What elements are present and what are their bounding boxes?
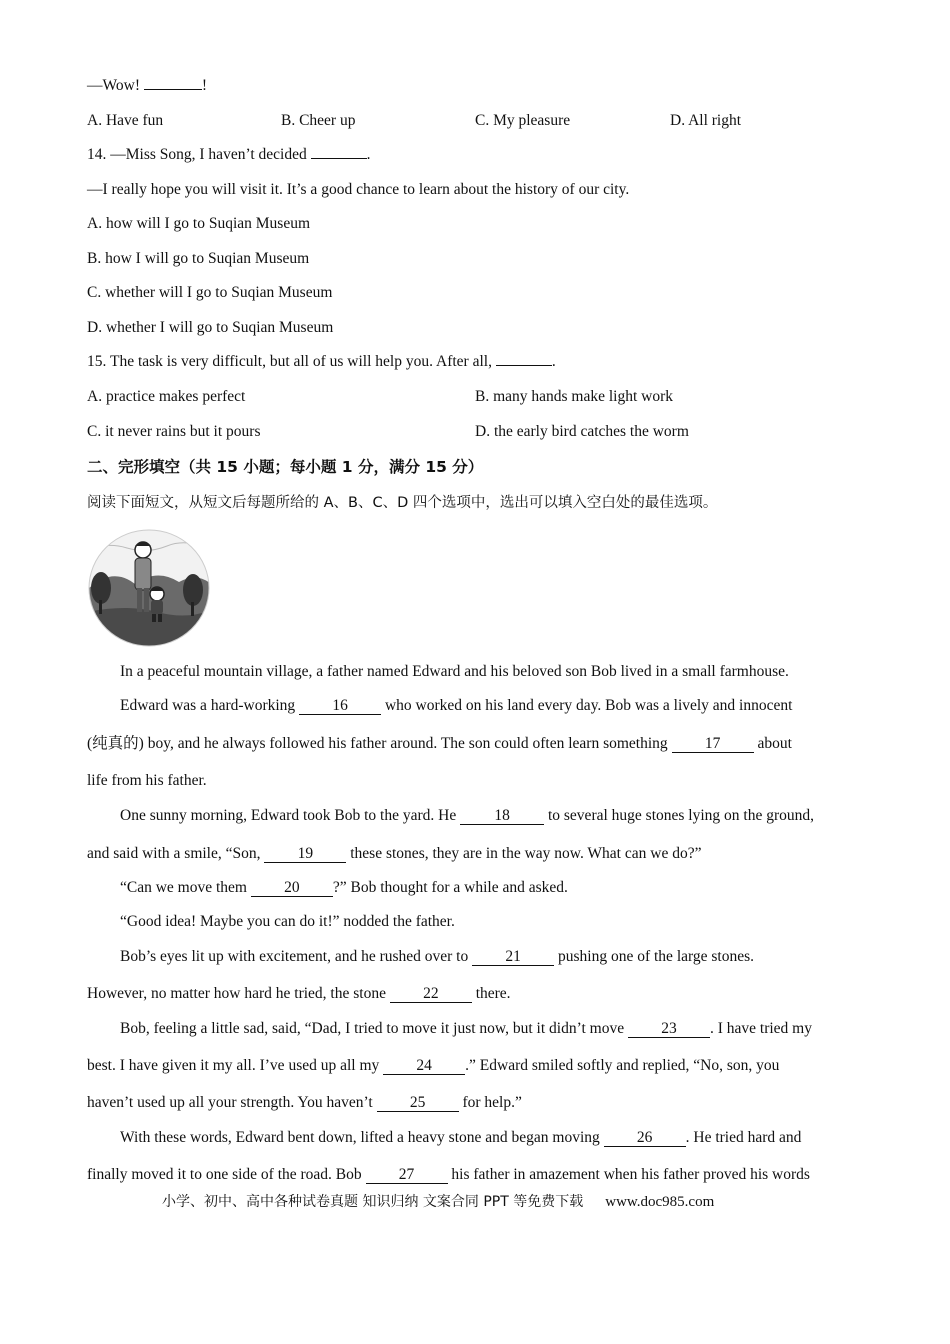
passage-text: and said with a smile, “Son, [87,845,265,862]
footer-url[interactable]: www.doc985.com [605,1194,715,1210]
passage-text: who worked on his land every day. Bob was a lively and innocent [381,697,793,714]
q14-option-c: C. whether will I go to Suqian Museum [87,284,333,301]
passage-line [120,696,792,716]
passage-text: With these words, Edward bent down, lifted a heavy stone and began moving [120,1129,604,1146]
passage-text: Bob’s eyes lit up with excitement, and he rushed over to [120,948,473,965]
passage-line [87,1165,810,1185]
answer-blank [311,158,367,159]
passage-text: (纯真的) boy, and he always followed his father around. The son could often learn something [87,735,672,752]
passage-line [87,844,701,864]
blank-23: 23 [628,1020,710,1038]
q15-option-b: B. many hands make light work [475,388,674,405]
q15-stem-suffix: . [551,353,556,370]
passage-text: ?” Bob thought for a while and asked. [332,879,568,896]
passage-line [87,734,792,754]
passage-line [120,947,754,967]
q14-stem-text: 14. —Miss Song, I haven’t decided [87,146,311,163]
passage-text: . I have tried my [709,1020,812,1037]
q15-stem-text: 15. The task is very difficult, but all of us will help you. After all, [87,353,496,370]
passage-text: best. I have given it my all. I’ve used up all my [87,1057,384,1074]
q13-option-d: D. All right [670,112,742,129]
q15-option-c: C. it never rains but it pours [87,423,261,440]
passage-line: “Good idea! Maybe you can do it!” nodded the father. [120,913,455,930]
passage-line [87,1056,779,1076]
q15-stem [87,352,556,372]
footer-text: 小学、初中、高中各种试卷真题 知识归纳 文案合同 PPT 等免费下载 [162,1194,584,1210]
blank-18: 18 [460,807,544,825]
passage-text: finally moved it to one side of the road. Bob [87,1166,366,1183]
q14-stem-suffix: . [366,146,371,163]
illustration-image [87,528,211,648]
q14-option-b: B. how I will go to Suqian Museum [87,250,310,267]
passage-line [120,1128,801,1148]
blank-22: 22 [390,985,472,1003]
q13-option-b: B. Cheer up [281,112,356,129]
blank-17: 17 [672,735,754,753]
blank-25: 25 [377,1094,459,1112]
blank-16: 16 [299,697,381,715]
passage-text: Edward was a hard-working [120,697,300,714]
passage-p1: In a peaceful mountain village, a father named Edward and his beloved son Bob lived in a small farmhouse. [120,663,789,680]
q14-stem [87,145,370,165]
section-instruction: 阅读下面短文，从短文后每题所给的 A、B、C、D 四个选项中，选出可以填入空白处的最佳选项。 [87,495,718,511]
q14-reply: —I really hope you will visit it. It’s a good chance to learn about the history of our city. [87,181,630,198]
passage-text: One sunny morning, Edward took Bob to the yard. He [120,807,461,824]
q15-option-d: D. the early bird catches the worm [475,423,689,440]
blank-21: 21 [472,948,554,966]
q13-dialog-suffix: ! [201,77,208,94]
blank-20: 20 [251,879,333,897]
passage-text: haven’t used up all your strength. You haven’t [87,1094,377,1111]
q15-option-a: A. practice makes perfect [87,388,246,405]
passage-line [87,1093,522,1113]
section-heading: 二、完形填空（共 15 小题；每小题 1 分，满分 15 分） [87,458,484,476]
answer-blank [144,89,202,90]
father-son-illustration [87,528,211,648]
blank-24: 24 [383,1057,465,1075]
q14-option-d: D. whether I will go to Suqian Museum [87,319,334,336]
passage-text: to several huge stones lying on the ground, [544,807,815,824]
q14-option-a: A. how will I go to Suqian Museum [87,215,311,232]
passage-text: pushing one of the large stones. [554,948,755,965]
q13-dialog-line [87,76,207,96]
passage-text: .” Edward smiled softly and replied, “No, son, you [465,1057,780,1074]
blank-19: 19 [264,845,346,863]
passage-text: “Can we move them [120,879,251,896]
passage-text: . He tried hard and [685,1129,802,1146]
passage-line [120,878,568,898]
passage-line [87,984,511,1004]
passage-line [120,1019,812,1039]
q13-option-c: C. My pleasure [475,112,571,129]
q13-option-a: A. Have fun [87,112,164,129]
passage-line: life from his father. [87,772,207,789]
blank-26: 26 [604,1129,686,1147]
page-footer [162,1191,714,1211]
passage-line [120,806,814,826]
q13-dialog-prefix: —Wow! [87,77,144,94]
passage-text: about [753,735,792,752]
answer-blank [496,365,552,366]
passage-text: for help.” [458,1094,522,1111]
passage-text: Bob, feeling a little sad, said, “Dad, I tried to move it just now, but it didn’t move [120,1020,628,1037]
passage-text: his father in amazement when his father proved his words [447,1166,810,1183]
blank-27: 27 [366,1166,448,1184]
passage-text: these stones, they are in the way now. What can we do?” [346,845,702,862]
passage-text: there. [471,985,511,1002]
passage-text: However, no matter how hard he tried, the stone [87,985,390,1002]
